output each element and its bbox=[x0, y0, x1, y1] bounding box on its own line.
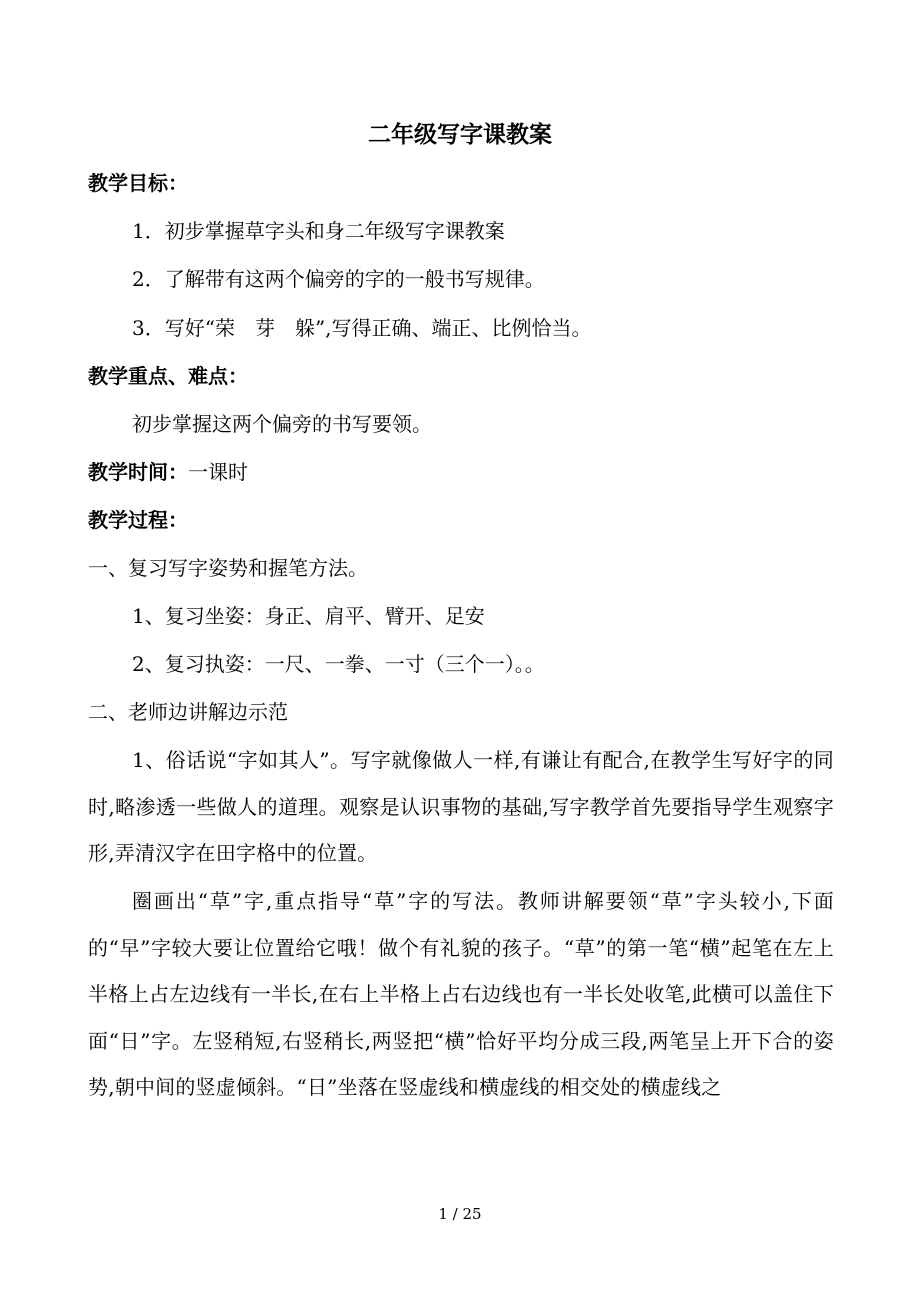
objective-item-1: 1．初步掌握草字头和身二年级写字课教案 bbox=[132, 219, 505, 243]
paragraph-2: 圈画出“草”字,重点指导“草”字的写法。教师讲解要领“草”字头较小,下面的“早”字较大要让位置给它哦！做个有礼貌的孩子。“草”的第一笔“横”起笔在左上半格上占左边线有一半长,在右上半格上占右边线也有一半长处收笔,此横可以盖住下面“日”字。左竖稍短,右竖稍长,两竖把“横”恰好平均分成三段,两笔呈上开下合的姿势,朝中间的竖虚倾斜。“日”坐落在竖虚线和横虚线的相交处的横虚线之 bbox=[88, 889, 834, 1099]
paragraph-1: 1、俗话说“字如其人”。写字就像做人一样,有谦让有配合,在教学生写好字的同时,略渗透一些做人的道理。观察是认识事物的基础,写字教学首先要指导学生观察字形,弄清汉字在田字格中的位置。 bbox=[88, 748, 834, 865]
objective-item-2: 2．了解带有这两个偏旁的字的一般书写规律。 bbox=[132, 267, 545, 291]
section1-item-1: 1、复习坐姿：身正、肩平、臂开、足安 bbox=[132, 604, 485, 628]
section2-heading: 二、老师边讲解边示范 bbox=[88, 700, 288, 724]
document-title: 二年级写字课教案 bbox=[368, 121, 552, 148]
objectives-heading: 教学目标： bbox=[88, 171, 188, 195]
time-heading: 教学时间： bbox=[88, 460, 188, 484]
page-indicator: 1 / 25 bbox=[438, 1205, 482, 1223]
section1-item-2: 2、复习执姿：一尺、一拳、一寸（三个一）。。 bbox=[132, 652, 545, 676]
time-text: 一课时 bbox=[188, 460, 248, 484]
time-line bbox=[88, 457, 248, 487]
objective-item-3: 3．写好“荣 芽 躲”,写得正确、端正、比例恰当。 bbox=[132, 316, 592, 340]
section1-heading: 一、复习写字姿势和握笔方法。 bbox=[88, 556, 368, 580]
keypoints-heading: 教学重点、难点： bbox=[88, 364, 248, 388]
keypoints-text: 初步掌握这两个偏旁的书写要领。 bbox=[132, 412, 432, 436]
process-heading: 教学过程： bbox=[88, 508, 188, 532]
